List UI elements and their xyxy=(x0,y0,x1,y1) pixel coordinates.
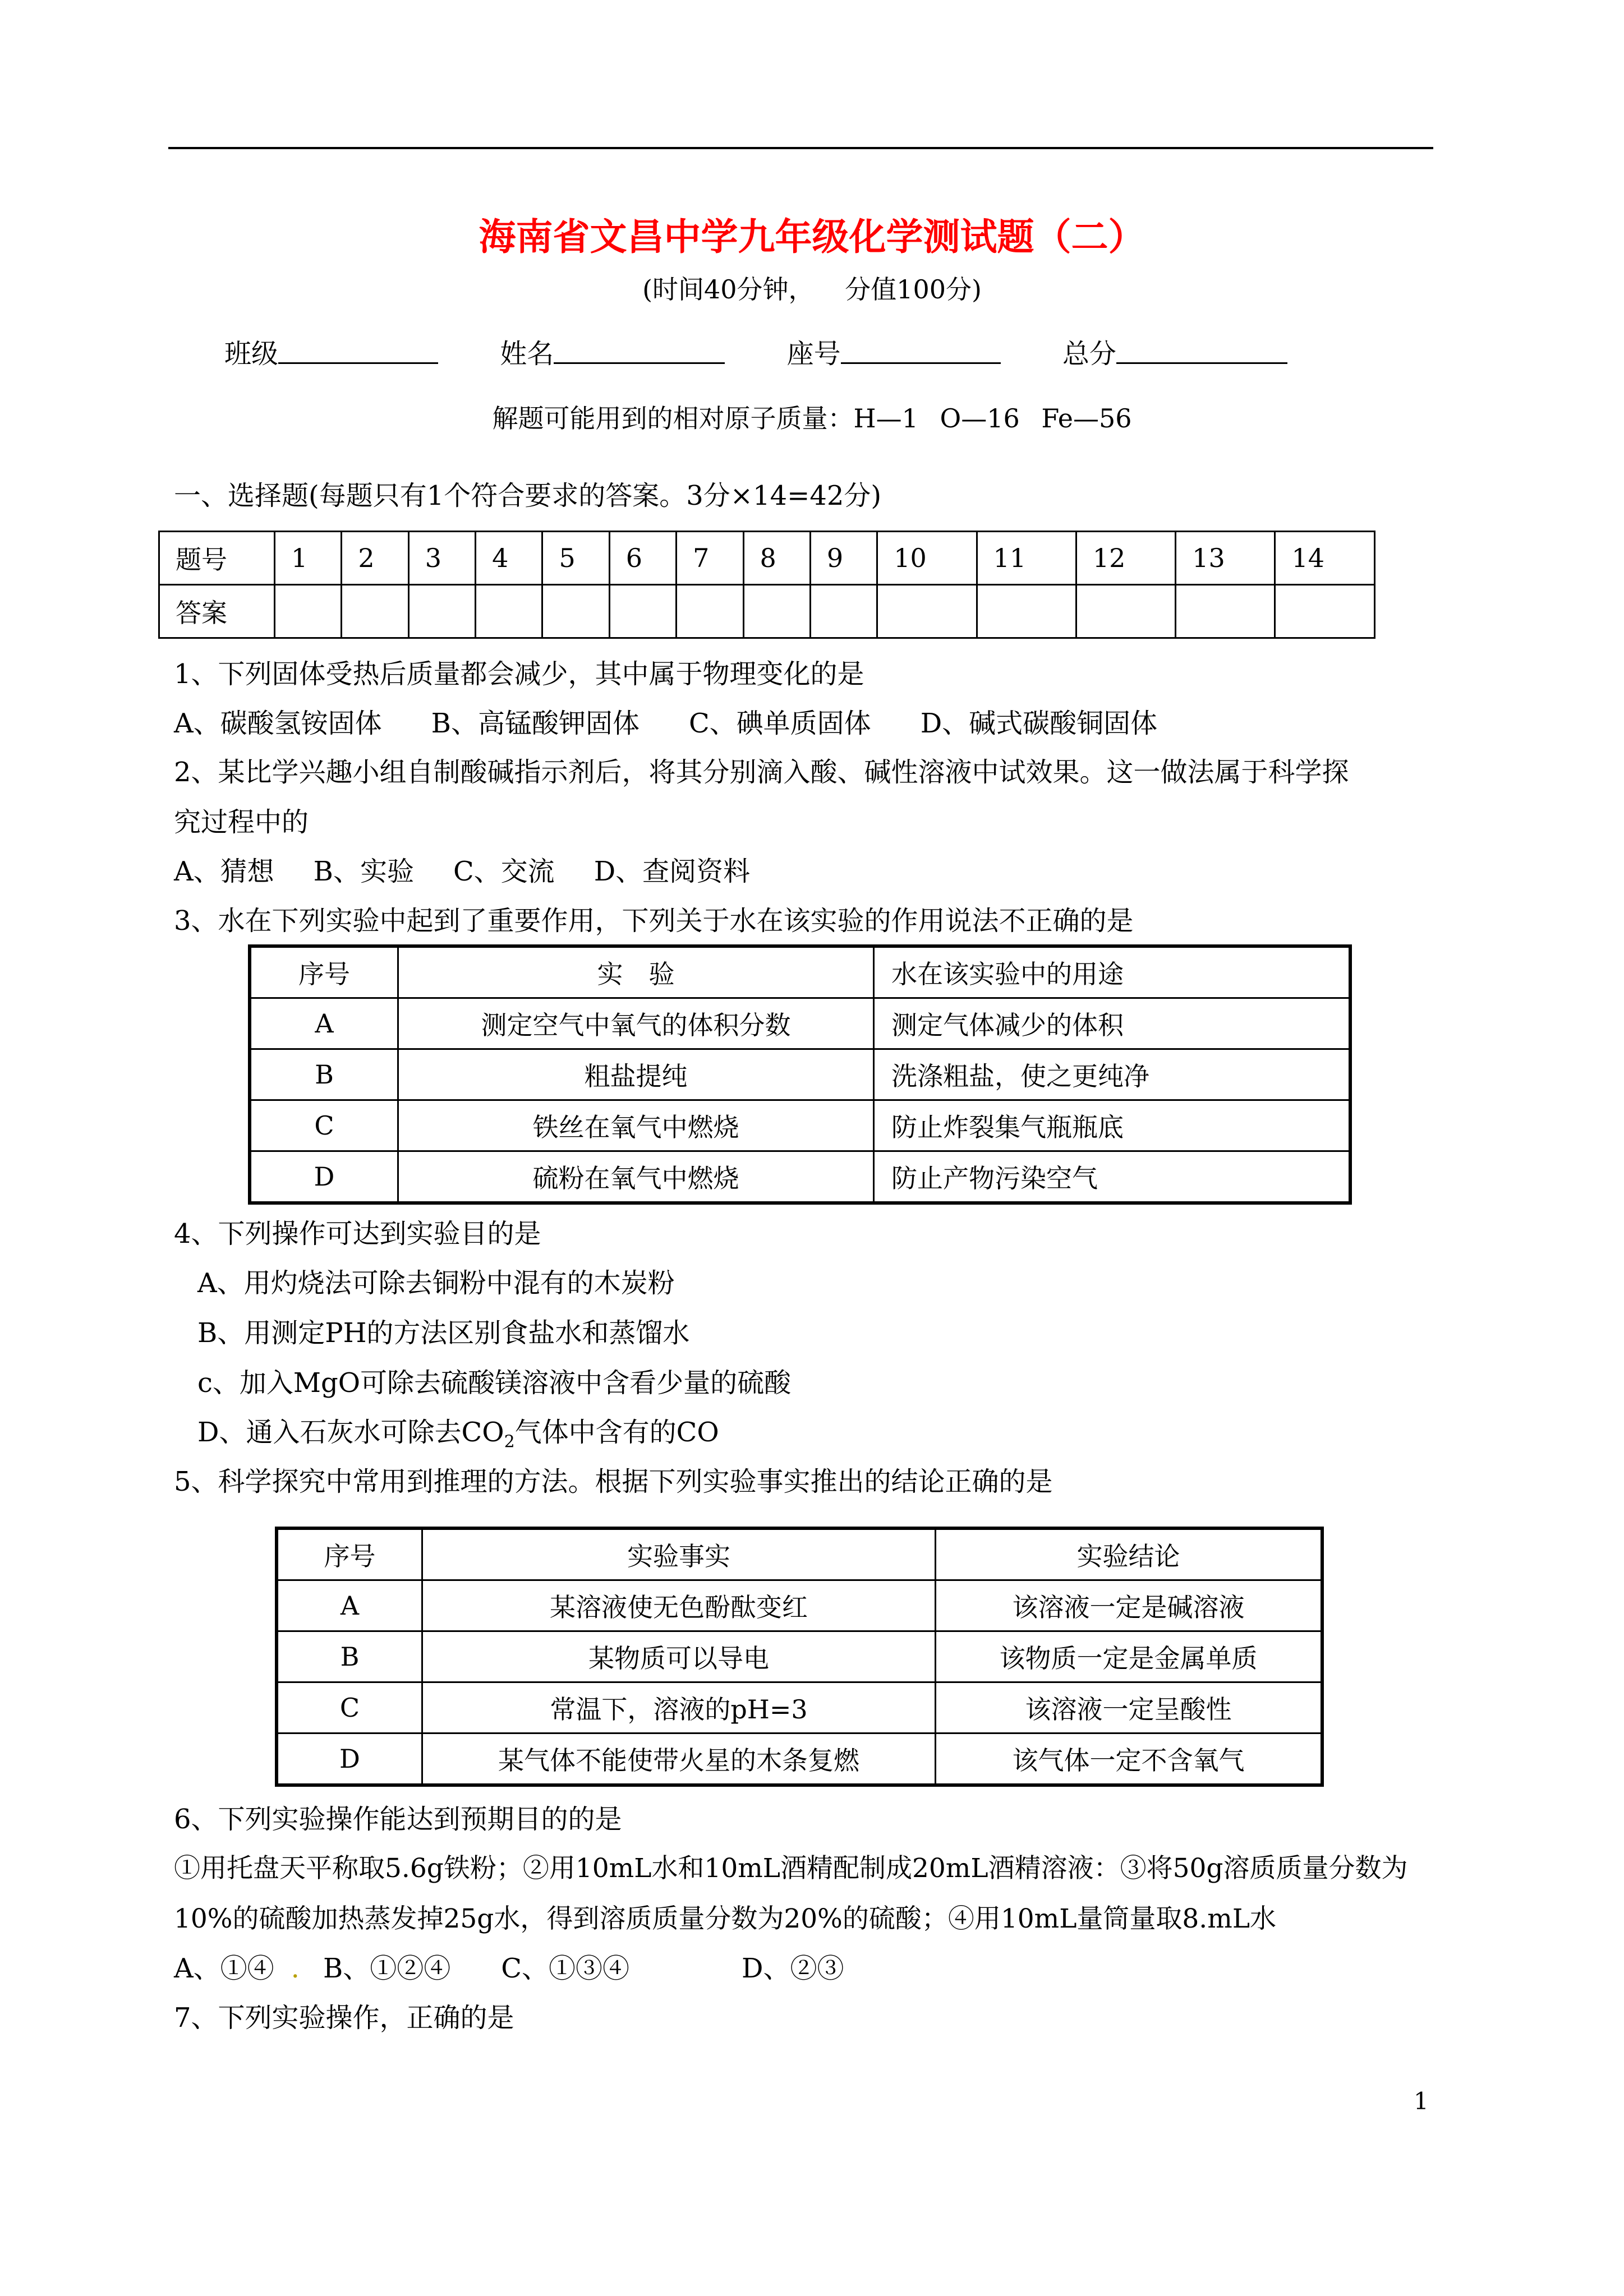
q1-option-c: C、碘单质固体 xyxy=(688,708,871,739)
q6-option-d: D、②③ xyxy=(741,1953,844,1984)
q5-table xyxy=(275,1527,1324,1787)
answer-cell[interactable] xyxy=(743,585,810,638)
answer-cell[interactable] xyxy=(476,585,542,638)
mass-fe: Fe—56 xyxy=(1041,403,1132,434)
q5-cell: D xyxy=(277,1733,422,1786)
q3-cell: 测定空气中氧气的体积分数 xyxy=(398,998,874,1049)
question-number-cell: 6 xyxy=(609,532,676,585)
q4-option-b: B、用测定PH的方法区别食盐水和蒸馏水 xyxy=(197,1317,690,1349)
name-field xyxy=(500,336,725,371)
question-number-cell: 4 xyxy=(476,532,542,585)
q6-option-b: B、①②④ xyxy=(323,1953,451,1984)
table-row xyxy=(250,1100,1350,1151)
q3-cell: 测定气体减少的体积 xyxy=(874,998,1351,1049)
q5-stem: 5、科学探究中常用到推理的方法。根据下列实验事实推出的结论正确的是 xyxy=(174,1466,1053,1497)
answer-row-label: 答案 xyxy=(159,585,275,638)
question-number-cell: 11 xyxy=(977,532,1076,585)
answer-table-row xyxy=(159,585,1375,638)
q1-option-b: B、高锰酸钾固体 xyxy=(431,708,640,739)
answer-table-row xyxy=(159,532,1375,585)
answer-cell[interactable] xyxy=(1176,585,1275,638)
answer-table xyxy=(158,531,1375,639)
table-row xyxy=(250,1049,1350,1100)
q6-line1: ①用托盘天平称取5.6g铁粉；②用10mL水和10mL酒精配制成20mL酒精溶液：③将50g溶质质量分数为 xyxy=(174,1853,1408,1884)
answer-cell[interactable] xyxy=(877,585,977,638)
q5-cell: C xyxy=(277,1682,422,1733)
seat-blank xyxy=(841,336,1001,364)
q3-cell: B xyxy=(250,1049,398,1100)
q3-cell: C xyxy=(250,1100,398,1151)
class-label: 班级 xyxy=(224,338,279,370)
question-number-cell: 7 xyxy=(677,532,743,585)
answer-cell[interactable] xyxy=(342,585,408,638)
q3-header-cell: 序号 xyxy=(250,946,398,998)
q3-cell: 铁丝在氧气中燃烧 xyxy=(398,1100,874,1151)
seat-label: 座号 xyxy=(786,338,841,370)
mass-o: O—16 xyxy=(940,403,1020,434)
q6-option-a: A、①④ xyxy=(174,1953,274,1984)
q3-cell: D xyxy=(250,1151,398,1204)
q3-table xyxy=(248,944,1352,1205)
question-number-cell: 8 xyxy=(743,532,810,585)
answer-cell[interactable] xyxy=(1275,585,1375,638)
q2-stem-line2: 究过程中的 xyxy=(174,806,309,838)
answer-cell[interactable] xyxy=(977,585,1076,638)
q6-mark: . xyxy=(291,1953,300,1984)
q5-cell: 某溶液使无色酚酞变红 xyxy=(422,1580,936,1631)
seat-field xyxy=(787,336,1001,371)
table-row xyxy=(277,1631,1322,1682)
q5-cell: B xyxy=(277,1631,422,1682)
answer-cell[interactable] xyxy=(542,585,609,638)
atomic-masses xyxy=(0,402,1624,435)
q5-cell: 某气体不能使带火星的木条复燃 xyxy=(422,1733,936,1786)
question-number-cell: 10 xyxy=(877,532,977,585)
answer-cell[interactable] xyxy=(408,585,475,638)
question-number-cell: 13 xyxy=(1176,532,1275,585)
q3-cell: 防止炸裂集气瓶瓶底 xyxy=(874,1100,1351,1151)
exam-title: 海南省文昌中学九年级化学测试题（二） xyxy=(479,215,1145,259)
q3-cell: 洗涤粗盐，使之更纯净 xyxy=(874,1049,1351,1100)
q2-options xyxy=(174,854,750,889)
q5-cell: A xyxy=(277,1580,422,1631)
q3-stem: 3、水在下列实验中起到了重要作用，下列关于水在该实验的作用说法不正确的是 xyxy=(174,905,1134,937)
question-number-cell: 12 xyxy=(1076,532,1175,585)
q3-cell: 防止产物污染空气 xyxy=(874,1151,1351,1204)
q4-option-a: A、用灼烧法可除去铜粉中混有的木炭粉 xyxy=(197,1267,675,1299)
q6-stem: 6、下列实验操作能达到预期目的的是 xyxy=(174,1804,622,1835)
q1-stem: 1、下列固体受热后质量都会减少，其中属于物理变化的是 xyxy=(174,658,864,690)
table-row xyxy=(250,998,1350,1049)
table-row xyxy=(277,1580,1322,1631)
question-number-cell: 14 xyxy=(1275,532,1375,585)
q5-cell: 常温下，溶液的pH=3 xyxy=(422,1682,936,1733)
q5-cell: 该气体一定不含氧气 xyxy=(936,1733,1323,1786)
page-number: 1 xyxy=(1414,2087,1429,2115)
q4-option-c: c、加入MgO可除去硫酸镁溶液中含看少量的硫酸 xyxy=(197,1367,792,1399)
header-rule xyxy=(168,147,1433,149)
q1-option-d: D、碱式碳酸铜固体 xyxy=(920,708,1158,739)
exam-subtitle xyxy=(0,273,1624,306)
q6-option-c: C、①③④ xyxy=(501,1953,629,1984)
q2-option-a: A、猜想 xyxy=(174,856,274,887)
q4-option-d-pre: D、通入石灰水可除去CO xyxy=(197,1417,504,1448)
time-info: (时间40分钟， xyxy=(642,274,815,305)
table-row xyxy=(277,1733,1322,1786)
class-field xyxy=(224,336,438,371)
question-number-cell: 5 xyxy=(542,532,609,585)
q3-cell: 硫粉在氧气中燃烧 xyxy=(398,1151,874,1204)
score-info: 分值100分) xyxy=(845,274,982,305)
total-blank xyxy=(1116,336,1287,364)
masses-prefix: 解题可能用到的相对原子质量：H—1 xyxy=(492,403,918,434)
q5-cell: 该物质一定是金属单质 xyxy=(936,1631,1323,1682)
answer-cell[interactable] xyxy=(677,585,743,638)
q2-option-b: B、实验 xyxy=(313,856,414,887)
q1-options xyxy=(174,706,1157,741)
q5-table-header-row xyxy=(277,1528,1322,1580)
q3-table-header-row xyxy=(250,946,1350,998)
q3-cell: 粗盐提纯 xyxy=(398,1049,874,1100)
answer-cell[interactable] xyxy=(275,585,342,638)
answer-table-header: 题号 xyxy=(159,532,275,585)
q4-option-d-post: 气体中含有的CO xyxy=(514,1417,719,1448)
q1-option-a: A、碳酸氢铵固体 xyxy=(174,708,382,739)
q5-header-cell: 实验事实 xyxy=(422,1528,936,1580)
answer-cell[interactable] xyxy=(609,585,676,638)
question-number-cell: 9 xyxy=(810,532,877,585)
q4-stem: 4、下列操作可达到实验目的是 xyxy=(174,1218,541,1250)
q3-cell: A xyxy=(250,998,398,1049)
q5-cell: 某物质可以导电 xyxy=(422,1631,936,1682)
q3-header-cell: 实 验 xyxy=(398,946,874,998)
total-field xyxy=(1062,336,1287,371)
total-label: 总分 xyxy=(1062,338,1116,370)
q6-line2: 10%的硫酸加热蒸发掉25g水，得到溶质质量分数为20%的硫酸；④用10mL量筒量取8.mL水 xyxy=(174,1903,1277,1934)
q5-cell: 该溶液一定呈酸性 xyxy=(936,1682,1323,1733)
q5-header-cell: 实验结论 xyxy=(936,1528,1323,1580)
q6-options xyxy=(174,1951,844,1986)
name-label: 姓名 xyxy=(500,338,554,370)
q5-cell: 该溶液一定是碱溶液 xyxy=(936,1580,1323,1631)
q5-header-cell: 序号 xyxy=(277,1528,422,1580)
question-number-cell: 3 xyxy=(408,532,475,585)
answer-cell[interactable] xyxy=(1076,585,1175,638)
q7-stem: 7、下列实验操作，正确的是 xyxy=(174,2002,514,2034)
class-blank xyxy=(278,336,438,364)
table-row xyxy=(250,1151,1350,1204)
section-heading: 一、选择题(每题只有1个符合要求的答案。3分×14=42分) xyxy=(174,480,882,511)
q3-header-cell: 水在该实验中的用途 xyxy=(874,946,1351,998)
question-number-cell: 2 xyxy=(342,532,408,585)
answer-cell[interactable] xyxy=(810,585,877,638)
q2-stem-line1: 2、某比学兴趣小组自制酸碱指示剂后，将其分别滴入酸、碱性溶液中试效果。这一做法属于科学探 xyxy=(174,757,1349,788)
name-blank xyxy=(554,336,725,364)
student-info-fields xyxy=(224,336,1341,371)
q2-option-d: D、查阅资料 xyxy=(594,856,751,887)
table-row xyxy=(277,1682,1322,1733)
q4-option-d-sub: 2 xyxy=(504,1432,515,1452)
question-number-cell: 1 xyxy=(275,532,342,585)
q2-option-c: C、交流 xyxy=(453,856,555,887)
q4-option-d xyxy=(197,1414,719,1460)
